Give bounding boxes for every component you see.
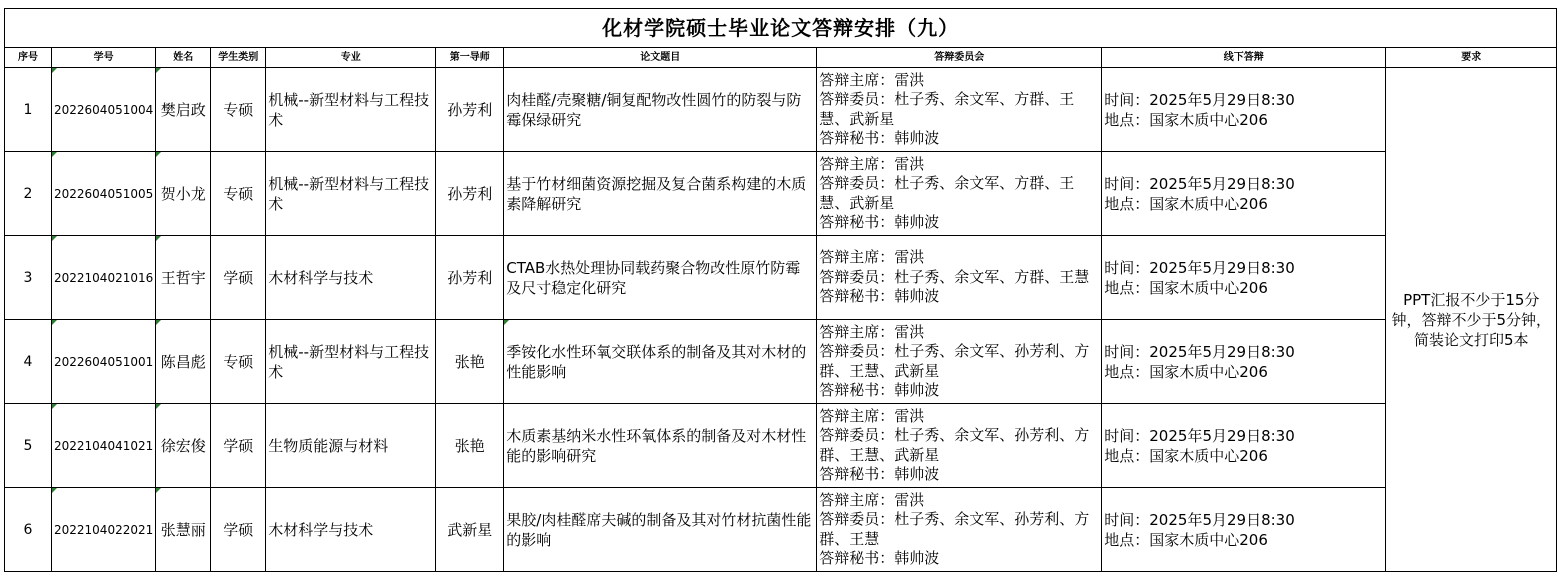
cell-committee[interactable] [817,236,1102,320]
header-offline-defense[interactable]: 线下答辩 [1102,48,1386,68]
cell-offline-defense[interactable] [1102,488,1386,572]
header-committee[interactable]: 答辩委员会 [817,48,1102,68]
table-row [5,152,1557,236]
cell-major[interactable]: 木材科学与技术 [266,236,436,320]
defense-place: 地点：国家木质中心206 [1104,110,1268,129]
committee-chair: 答辩主席：雷洪 [819,70,925,89]
header-idx[interactable]: 序号 [5,48,52,68]
cell-offline-defense[interactable] [1102,152,1386,236]
cell-student-type[interactable]: 专硕 [211,68,266,152]
table-row [5,488,1557,572]
header-topic[interactable]: 论文题目 [504,48,817,68]
committee-members: 答辩委员：杜子秀、余文军、孙芳利、方群、王慧 [819,510,1090,548]
defense-time: 时间：2025年5月29日8:30 [1104,90,1295,109]
cell-topic[interactable]: 果胶/肉桂醛席夫碱的制备及其对竹材抗菌性能的影响 [504,488,817,572]
cell-student-type[interactable]: 学硕 [211,236,266,320]
committee-members: 答辩委员：杜子秀、余文军、方群、王慧、武新星 [819,174,1075,212]
committee-chair: 答辩主席：雷洪 [819,490,925,509]
header-row [5,48,1557,68]
cell-student-type[interactable]: 专硕 [211,152,266,236]
cell-topic[interactable]: 季铵化水性环氧交联体系的制备及其对木材的性能影响 [504,320,817,404]
cell-major[interactable]: 机械--新型材料与工程技术 [266,320,436,404]
cell-offline-defense[interactable] [1102,236,1386,320]
cell-idx[interactable]: 5 [5,404,52,488]
table-row [5,320,1557,404]
defense-place: 地点：国家木质中心206 [1104,446,1268,465]
page-title: 化材学院硕士毕业论文答辩安排（九） [5,9,1557,48]
cell-advisor[interactable]: 孙芳利 [436,68,504,152]
cell-offline-defense[interactable] [1102,404,1386,488]
cell-committee[interactable] [817,152,1102,236]
defense-time: 时间：2025年5月29日8:30 [1104,258,1295,277]
table-row [5,236,1557,320]
committee-secretary: 答辩秘书：韩帅波 [819,381,940,399]
committee-members: 答辩委员：杜子秀、余文军、孙芳利、方群、王慧、武新星 [819,426,1090,464]
defense-time: 时间：2025年5月29日8:30 [1104,342,1295,361]
cell-committee[interactable] [817,68,1102,152]
cell-student-id[interactable]: 2022604051005 [52,152,156,236]
defense-time: 时间：2025年5月29日8:30 [1104,426,1295,445]
committee-chair: 答辩主席：雷洪 [819,322,925,341]
committee-members: 答辩委员：杜子秀、余文军、方群、王慧、武新星 [819,90,1075,128]
cell-student-id[interactable]: 2022604051004 [52,68,156,152]
defense-place: 地点：国家木质中心206 [1104,278,1268,297]
defense-place: 地点：国家木质中心206 [1104,530,1268,549]
cell-advisor[interactable]: 张艳 [436,320,504,404]
cell-name[interactable]: 张慧丽 [156,488,211,572]
defense-place: 地点：国家木质中心206 [1104,362,1268,381]
table-row [5,404,1557,488]
defense-time: 时间：2025年5月29日8:30 [1104,174,1295,193]
cell-idx[interactable]: 3 [5,236,52,320]
cell-idx[interactable]: 2 [5,152,52,236]
committee-chair: 答辩主席：雷洪 [819,154,925,173]
header-advisor[interactable]: 第一导师 [436,48,504,68]
header-major[interactable]: 专业 [266,48,436,68]
cell-offline-defense[interactable] [1102,320,1386,404]
defense-schedule-table [4,8,1557,572]
committee-chair: 答辩主席：雷洪 [819,406,925,425]
table-row [5,68,1557,152]
cell-committee[interactable] [817,488,1102,572]
cell-student-id[interactable]: 2022104022021 [52,488,156,572]
cell-major[interactable]: 机械--新型材料与工程技术 [266,68,436,152]
cell-committee[interactable] [817,404,1102,488]
committee-chair: 答辩主席：雷洪 [819,248,925,267]
cell-advisor[interactable]: 武新星 [436,488,504,572]
cell-major[interactable]: 机械--新型材料与工程技术 [266,152,436,236]
cell-student-type[interactable]: 学硕 [211,404,266,488]
cell-name[interactable]: 王哲宇 [156,236,211,320]
committee-secretary: 答辩秘书：韩帅波 [819,549,940,567]
cell-major[interactable]: 木材科学与技术 [266,488,436,572]
defense-time: 时间：2025年5月29日8:30 [1104,510,1295,529]
committee-secretary: 答辩秘书：韩帅波 [819,129,940,147]
cell-committee[interactable] [817,320,1102,404]
cell-idx[interactable]: 4 [5,320,52,404]
header-student-type[interactable]: 学生类别 [211,48,266,68]
cell-topic[interactable]: CTAB水热处理协同载药聚合物改性原竹防霉及尺寸稳定化研究 [504,236,817,320]
cell-name[interactable]: 樊启政 [156,68,211,152]
header-name[interactable]: 姓名 [156,48,211,68]
committee-members: 答辩委员：杜子秀、余文军、孙芳利、方群、王慧、武新星 [819,342,1090,380]
cell-student-type[interactable]: 专硕 [211,320,266,404]
cell-advisor[interactable]: 孙芳利 [436,236,504,320]
committee-secretary: 答辩秘书：韩帅波 [819,213,940,231]
cell-topic[interactable]: 木质素基纳米水性环氧体系的制备及对木材性能的影响研究 [504,404,817,488]
cell-advisor[interactable]: 孙芳利 [436,152,504,236]
cell-advisor[interactable]: 张艳 [436,404,504,488]
cell-requirement[interactable]: PPT汇报不少于15分钟，答辩不少于5分钟，简装论文打印5本 [1386,68,1557,572]
cell-student-id[interactable]: 2022104021016 [52,236,156,320]
cell-student-id[interactable]: 2022604051001 [52,320,156,404]
header-requirement[interactable]: 要求 [1386,48,1557,68]
cell-name[interactable]: 陈昌彪 [156,320,211,404]
cell-student-type[interactable]: 学硕 [211,488,266,572]
committee-members: 答辩委员：杜子秀、余文军、方群、王慧 [819,267,1090,286]
cell-idx[interactable]: 6 [5,488,52,572]
committee-secretary: 答辩秘书：韩帅波 [819,465,940,483]
cell-topic[interactable]: 基于竹材细菌资源挖掘及复合菌系构建的木质素降解研究 [504,152,817,236]
cell-topic[interactable]: 肉桂醛/壳聚糖/铜复配物改性圆竹的防裂与防霉保绿研究 [504,68,817,152]
committee-secretary: 答辩秘书：韩帅波 [819,287,940,306]
cell-student-id[interactable]: 2022104041021 [52,404,156,488]
cell-name[interactable]: 徐宏俊 [156,404,211,488]
cell-offline-defense[interactable] [1102,68,1386,152]
cell-major[interactable]: 生物质能源与材料 [266,404,436,488]
defense-place: 地点：国家木质中心206 [1104,194,1268,213]
cell-name[interactable]: 贺小龙 [156,152,211,236]
cell-idx[interactable]: 1 [5,68,52,152]
header-student-id[interactable]: 学号 [52,48,156,68]
